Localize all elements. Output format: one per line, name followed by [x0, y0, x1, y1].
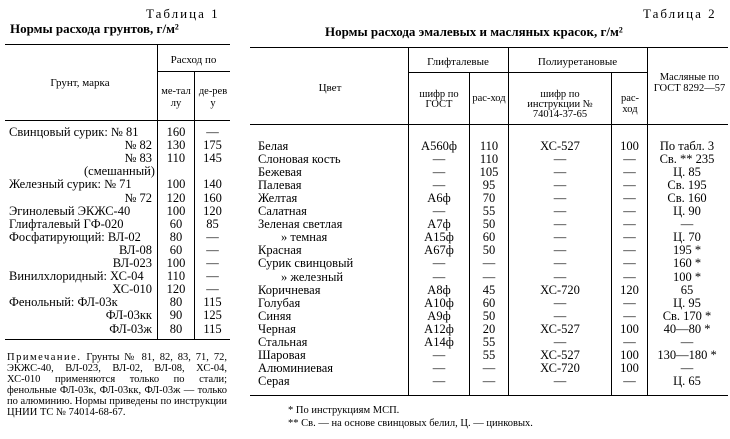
- table2-row-15-poly-code: —: [553, 334, 567, 349]
- table1-row-1-name: № 82: [124, 138, 152, 153]
- table2-row-7-glyph-code: А15ф: [424, 230, 454, 245]
- table2-row-16-poly-code: ХС-527: [540, 347, 580, 362]
- table1-row-13-name: Фенольный: ФЛ-03к: [9, 295, 118, 310]
- table2-row-14-oil: 40—80 *: [663, 321, 711, 336]
- table2-row-6-oil: —: [680, 217, 694, 232]
- table2-row-7-poly-rate: —: [623, 230, 636, 245]
- table2-row-9-oil: 160 *: [672, 256, 702, 271]
- table2-row-4-glyph-code: А6ф: [427, 191, 451, 206]
- table2-header-code-gost: шифр по ГОСТ: [419, 89, 459, 110]
- table1-row-1-wood: 175: [203, 138, 222, 153]
- table2-caption: Таблица 2: [643, 6, 717, 21]
- table1-row-11-wood: —: [206, 269, 219, 284]
- table2-row-18-color: Серая: [258, 373, 290, 388]
- table2-row-11-poly-code: ХС-720: [540, 282, 580, 297]
- table2-row-17-glyph-rate: —: [482, 360, 496, 375]
- table2-row-14-glyph-rate: 20: [482, 321, 496, 336]
- table2-row-0-glyph-code: А560ф: [421, 139, 457, 153]
- table2-row-4-color: Желтая: [258, 191, 298, 206]
- table1-row-3-name: (смешанный): [84, 164, 155, 179]
- table2-row-8-color: Красная: [258, 243, 302, 258]
- table2-row-15-glyph-code: А14ф: [424, 334, 454, 349]
- table2-row-13-poly-rate: —: [623, 308, 636, 323]
- table1-row-8-wood: —: [206, 229, 219, 244]
- table2-header-rule: [250, 124, 728, 125]
- table1-row-13-wood: 115: [203, 295, 222, 310]
- table1-row-10-name: ВЛ-023: [112, 256, 152, 270]
- table2-row-9-poly-code: —: [553, 256, 567, 271]
- table2-row-0-oil: По табл. 3: [659, 139, 715, 153]
- table1-row-10-metal: 100: [166, 256, 186, 270]
- table2-row-15-poly-rate: —: [623, 334, 636, 349]
- table1-row-2-metal: 110: [166, 151, 186, 166]
- table2-header-color: Цвет: [318, 82, 342, 94]
- table1-row-11-name: Винилхлоридный: ХС-04: [9, 269, 144, 284]
- table1-row-7-wood: 85: [206, 216, 219, 231]
- table1-row-6-wood: 120: [203, 203, 222, 218]
- table2-row-7-poly-code: —: [553, 230, 567, 245]
- table2-row-8-oil: 195 *: [672, 243, 702, 258]
- table2-row-8-glyph-code: А67ф: [424, 243, 454, 258]
- table1-top-rule: [5, 44, 230, 45]
- table2-row-2-color: Бежевая: [258, 165, 302, 180]
- table2-row-10-poly-code: —: [553, 269, 567, 284]
- table2-row-9-glyph-rate: —: [482, 256, 496, 271]
- table2-header-code-instr: шифр по инструкции № 74014-37-65: [527, 89, 593, 120]
- table1-title: Нормы расхода грунтов, г/м²: [10, 21, 179, 36]
- table1-row-9-metal: 60: [169, 242, 183, 257]
- table2-row-2-glyph-rate: 105: [479, 165, 499, 180]
- table2-title: Нормы расхода эмалевых и масляных красок, г/м²: [325, 24, 623, 39]
- table2-row-13-poly-code: —: [553, 308, 567, 323]
- table2-row-5-color: Салатная: [258, 204, 307, 219]
- table2-row-13-glyph-rate: 50: [482, 308, 496, 323]
- table2-row-16-color: Шаровая: [258, 347, 306, 362]
- table2-row-16-poly-rate: 100: [620, 347, 639, 362]
- table2-row-10-poly-rate: —: [623, 269, 636, 284]
- table1-row-14-name: ФЛ-03кк: [105, 308, 152, 323]
- table2-row-0-glyph-rate: 110: [479, 139, 499, 153]
- table2-row-12-glyph-code: А10ф: [424, 295, 454, 310]
- table2-row-9-glyph-code: —: [432, 256, 446, 271]
- table1-header-rule: [5, 120, 230, 121]
- table1-row-10-wood: —: [206, 256, 219, 270]
- table2-row-17-glyph-code: —: [432, 360, 446, 375]
- table1-row-4-wood: 140: [203, 177, 222, 192]
- table2-row-17-oil: —: [680, 360, 694, 375]
- table2-row-16-oil: 130—180 *: [657, 347, 717, 362]
- table2-row-18-poly-rate: —: [623, 373, 636, 388]
- table2-row-10-oil: 100 *: [672, 269, 702, 284]
- table1-row-15-metal: 80: [169, 321, 183, 336]
- table2-row-15-color: Стальная: [258, 334, 308, 349]
- table2-row-18-oil: Ц. 65: [673, 373, 701, 388]
- table2-row-4-oil: Св. 160: [667, 191, 707, 206]
- table1-row-6-name: Эгинолевый ЭКЖС-40: [9, 203, 131, 218]
- table2-row-15-glyph-rate: 55: [482, 334, 496, 349]
- table1-bottom-rule: [5, 339, 230, 340]
- table2-header-rate1: рас-ход: [472, 93, 506, 104]
- table2-row-10-glyph-rate: —: [482, 269, 496, 284]
- table1-row-6-metal: 100: [166, 203, 186, 218]
- table2-row-3-poly-rate: —: [623, 178, 636, 193]
- table1-row-8-name: Фосфатирующий: ВЛ-02: [9, 229, 141, 244]
- table2-row-16-glyph-code: —: [432, 347, 446, 362]
- table1-row-9-wood: —: [206, 242, 219, 257]
- table1-row-15-name: ФЛ-03ж: [109, 321, 152, 336]
- table2-row-3-glyph-code: —: [432, 178, 446, 193]
- table2-row-13-color: Синяя: [258, 308, 292, 323]
- table2-row-3-color: Палевая: [258, 178, 302, 193]
- table2-header-glyph: Глифталевые: [427, 56, 489, 68]
- table1-row-8-metal: 80: [169, 229, 183, 244]
- table1-row-4-metal: 100: [166, 177, 186, 192]
- table2-bottom-rule: [250, 395, 728, 396]
- table1-row-5-metal: 120: [166, 190, 186, 205]
- table2-row-7-glyph-rate: 60: [482, 230, 496, 245]
- table1-row-12-wood: —: [206, 282, 219, 297]
- table2-row-2-poly-rate: —: [623, 165, 636, 180]
- table2-row-17-poly-code: ХС-720: [540, 360, 580, 375]
- table2-row-1-poly-code: —: [553, 152, 567, 167]
- table2-row-2-oil: Ц. 85: [673, 165, 701, 180]
- table2-row-5-glyph-code: —: [432, 204, 446, 219]
- table2-header-rate2: рас-ход: [620, 93, 640, 115]
- table2-row-14-poly-rate: 100: [620, 321, 639, 336]
- table2-row-12-poly-rate: —: [623, 295, 636, 310]
- table1-row-2-wood: 145: [203, 151, 222, 166]
- table2-row-6-glyph-code: А7ф: [427, 217, 451, 232]
- table2-header-oil: Масляные по ГОСТ 8292—57: [653, 72, 726, 94]
- table2-row-15-oil: —: [680, 334, 694, 349]
- table2-row-14-glyph-code: А12ф: [424, 321, 454, 336]
- table1-row-9-name: ВЛ-08: [118, 242, 152, 257]
- table2-row-11-glyph-rate: 45: [482, 282, 496, 297]
- table2-row-18-poly-code: —: [553, 373, 567, 388]
- table1-note-label: Примечание.: [7, 352, 82, 363]
- table2-row-10-color: » железный: [281, 269, 344, 284]
- table2-row-16-glyph-rate: 55: [482, 347, 496, 362]
- table2-row-6-poly-rate: —: [623, 217, 636, 232]
- table2-row-18-glyph-rate: —: [482, 373, 496, 388]
- table2-row-8-poly-rate: —: [623, 243, 636, 258]
- table1-row-5-name: № 72: [124, 190, 152, 205]
- table2-row-5-glyph-rate: 55: [482, 204, 496, 219]
- table1-row-7-name: Глифталевый ГФ-020: [9, 216, 124, 231]
- table2-row-14-poly-code: ХС-527: [540, 321, 580, 336]
- table2-footnote-1: * По инструкциям МСП.: [288, 405, 400, 416]
- table1-row-11-metal: 110: [166, 269, 186, 284]
- table2-header-poly: Полиуретановые: [537, 56, 618, 68]
- table2-row-5-poly-rate: —: [623, 204, 636, 219]
- table2-row-10-glyph-code: —: [432, 269, 446, 284]
- table1-header-metal: ме-таллу: [161, 86, 191, 109]
- table2-row-3-poly-code: —: [553, 178, 567, 193]
- table1-row-4-name: Железный сурик: № 71: [9, 177, 132, 192]
- table2-row-4-poly-code: —: [553, 191, 567, 206]
- table1-row-5-wood: 160: [203, 190, 222, 205]
- table2-row-4-glyph-rate: 70: [482, 191, 496, 206]
- table1-note: [7, 352, 227, 418]
- table2-row-9-color: Сурик свинцовый: [258, 256, 354, 271]
- table1-row-12-metal: 120: [166, 282, 186, 297]
- table2-row-1-glyph-code: —: [432, 152, 446, 167]
- table2-row-0-poly-code: ХС-527: [540, 139, 580, 153]
- table2-footnote-2: ** Св. — на основе свинцовых белил, Ц. — цинковых.: [288, 418, 533, 429]
- table2-row-3-oil: Св. 195: [667, 178, 707, 193]
- table2-row-4-poly-rate: —: [623, 191, 636, 206]
- table2-row-2-glyph-code: —: [432, 165, 446, 180]
- table2-row-12-oil: Ц. 95: [673, 295, 701, 310]
- table2-row-7-oil: Ц. 70: [673, 230, 701, 245]
- table2-row-11-color: Коричневая: [258, 282, 321, 297]
- table2-row-5-oil: Ц. 90: [673, 204, 701, 219]
- table2-row-0-color: Белая: [258, 139, 289, 153]
- table2-row-13-glyph-code: А9ф: [427, 308, 451, 323]
- table2-row-1-glyph-rate: 110: [479, 152, 499, 167]
- table1-note-text: Грунты № 81, 82, 83, 71, 72, ЭКЖС-40, ВЛ-023, ВЛ-02, ВЛ-08, ХС-04, ХС-010 применяются только по стали; фенольные ФЛ-03к, ФЛ-03кк, ФЛ-03ж — только по алюминию. Нормы приведены по инструкции ЦНИИ ТС № 74014-68-67.: [7, 352, 227, 418]
- table2-row-8-glyph-rate: 50: [482, 243, 496, 258]
- table1-row-12-name: ХС-010: [112, 282, 152, 297]
- table2-row-12-poly-code: —: [553, 295, 567, 310]
- table2-row-17-poly-rate: 100: [620, 360, 639, 375]
- table2-row-1-poly-rate: —: [623, 152, 636, 167]
- table2-row-12-color: Голубая: [258, 295, 301, 310]
- table2-top-rule: [250, 47, 728, 48]
- table2-row-11-oil: 65: [680, 282, 694, 297]
- table1-row-0-name: Свинцовый сурик: № 81: [9, 125, 139, 139]
- table2-row-6-glyph-rate: 50: [482, 217, 496, 232]
- table2-row-13-oil: Св. 170 *: [662, 308, 712, 323]
- table2-row-11-glyph-code: А8ф: [427, 282, 451, 297]
- table2-row-11-poly-rate: 120: [620, 282, 639, 297]
- table2-row-17-color: Алюминиевая: [258, 360, 333, 375]
- table1-row-0-wood: —: [206, 125, 219, 139]
- table2-row-1-oil: Св. ** 235: [659, 152, 715, 167]
- table2-row-5-poly-code: —: [553, 204, 567, 219]
- table1-row-13-metal: 80: [169, 295, 183, 310]
- table1-row-7-metal: 60: [169, 216, 183, 231]
- table2-row-1-color: Слоновая кость: [258, 152, 341, 167]
- table1-row-1-metal: 130: [166, 138, 186, 153]
- table1-row-14-metal: 90: [169, 308, 183, 323]
- table1-row-14-wood: 125: [203, 308, 222, 323]
- table1-header-name: Грунт, марка: [50, 77, 110, 89]
- table1-row-0-metal: 160: [166, 125, 186, 139]
- table2-row-0-poly-rate: 100: [620, 139, 639, 153]
- table2-row-14-color: Черная: [258, 321, 296, 336]
- table2-row-7-color: » темная: [281, 230, 328, 245]
- table1-header-consumption: Расход по: [170, 54, 217, 66]
- table2-row-9-poly-rate: —: [623, 256, 636, 271]
- table2-row-3-glyph-rate: 95: [482, 178, 496, 193]
- table2-row-6-color: Зеленая светлая: [258, 217, 343, 232]
- table2-row-2-poly-code: —: [553, 165, 567, 180]
- table2-row-8-poly-code: —: [553, 243, 567, 258]
- table2-row-6-poly-code: —: [553, 217, 567, 232]
- table2-row-18-glyph-code: —: [432, 373, 446, 388]
- table1-row-2-name: № 83: [124, 151, 152, 166]
- table2-row-12-glyph-rate: 60: [482, 295, 496, 310]
- table1-header-wood: де-реву: [198, 86, 228, 109]
- table1-caption: Таблица 1: [146, 6, 220, 21]
- table1-row-15-wood: 115: [203, 321, 222, 336]
